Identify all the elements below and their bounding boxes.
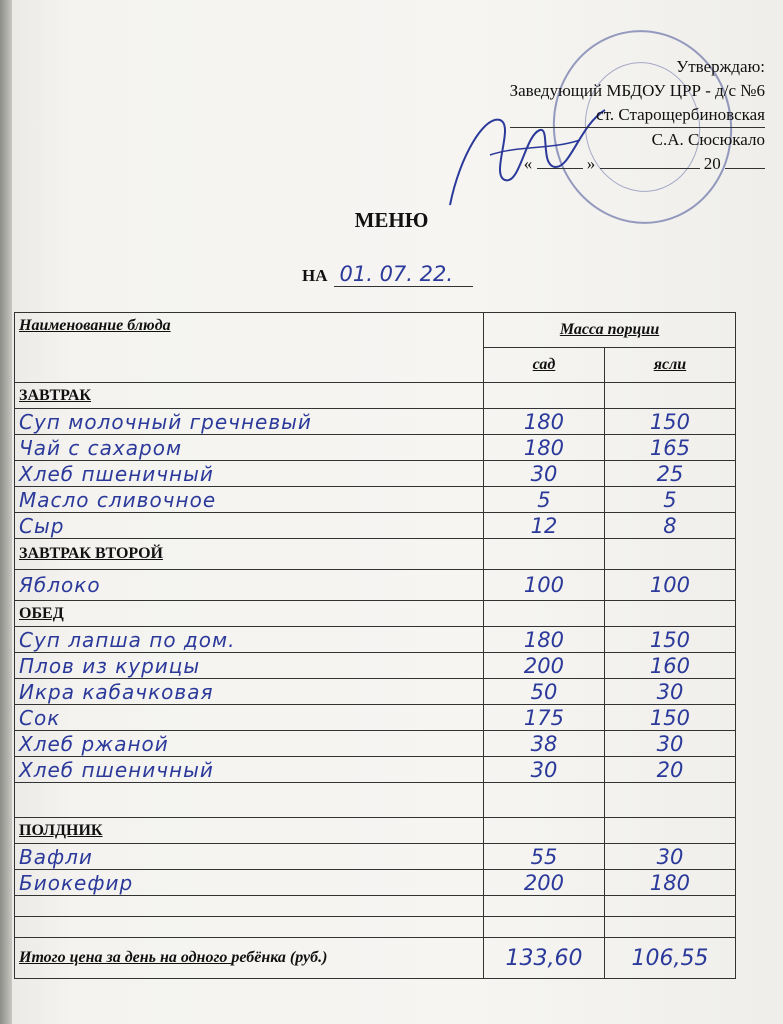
portion-sad: 180	[484, 435, 605, 461]
section-row	[15, 383, 736, 409]
column-header-mass: Масса порции	[559, 321, 660, 338]
dish-name: Масло сливочное	[15, 487, 484, 513]
menu-date	[302, 262, 473, 286]
portion-yasli: 165	[604, 435, 735, 461]
portion-yasli: 30	[604, 731, 735, 757]
menu-item-row	[15, 653, 736, 679]
approval-signer: С.А. Сюсюкало	[510, 127, 765, 152]
portion-sad: 180	[484, 627, 605, 653]
portion-yasli: 150	[604, 705, 735, 731]
column-header-name: Наименование блюда	[19, 317, 171, 334]
portion-sad: 30	[484, 757, 605, 783]
portion-yasli: 30	[604, 844, 735, 870]
section-title: ПОЛДНИК	[15, 818, 484, 844]
total-yasli: 106,55	[604, 938, 735, 979]
section-row	[15, 818, 736, 844]
menu-item-row	[15, 870, 736, 896]
table-header-row	[15, 313, 736, 348]
portion-sad: 200	[484, 870, 605, 896]
approval-block	[510, 55, 765, 176]
menu-item-row	[15, 435, 736, 461]
section-row	[15, 539, 736, 570]
menu-item-row	[15, 757, 736, 783]
empty-cell	[604, 539, 735, 570]
empty-cell	[484, 783, 605, 818]
total-label-underlined: Итого цена за день на одного	[19, 949, 232, 966]
empty-cell	[484, 896, 605, 917]
dish-name: Суп лапша по дом.	[15, 627, 484, 653]
approval-date: « » 20	[510, 152, 765, 176]
portion-yasli: 100	[604, 570, 735, 601]
empty-cell	[604, 783, 735, 818]
empty-cell	[15, 896, 484, 917]
empty-cell	[604, 601, 735, 627]
portion-yasli: 150	[604, 409, 735, 435]
dish-name: Икра кабачковая	[15, 679, 484, 705]
empty-cell	[484, 917, 605, 938]
menu-item-row	[15, 705, 736, 731]
empty-cell	[484, 539, 605, 570]
menu-table	[14, 312, 736, 979]
dish-name: Плов из курицы	[15, 653, 484, 679]
total-row	[15, 938, 736, 979]
dish-name: Яблоко	[15, 570, 484, 601]
section-title: ЗАВТРАК ВТОРОЙ	[15, 539, 484, 570]
approval-heading: Утверждаю:	[676, 57, 765, 76]
empty-cell	[604, 917, 735, 938]
dish-name: Вафли	[15, 844, 484, 870]
menu-item-row	[15, 679, 736, 705]
menu-item-row	[15, 513, 736, 539]
portion-yasli: 180	[604, 870, 735, 896]
section-title: ОБЕД	[15, 601, 484, 627]
total-sad: 133,60	[484, 938, 605, 979]
portion-yasli: 30	[604, 679, 735, 705]
portion-sad: 100	[484, 570, 605, 601]
total-label	[15, 938, 484, 979]
portion-yasli: 5	[604, 487, 735, 513]
empty-row	[15, 896, 736, 917]
portion-yasli: 8	[604, 513, 735, 539]
portion-sad: 50	[484, 679, 605, 705]
dish-name: Хлеб ржаной	[15, 731, 484, 757]
empty-cell	[604, 896, 735, 917]
approval-position: Заведующий МБДОУ ЦРР - д/с №6	[509, 81, 765, 100]
empty-cell	[15, 783, 484, 818]
section-title: ЗАВТРАК	[15, 383, 484, 409]
section-row	[15, 601, 736, 627]
menu-item-row	[15, 844, 736, 870]
dish-name: Чай с сахаром	[15, 435, 484, 461]
menu-item-row	[15, 627, 736, 653]
menu-item-row	[15, 461, 736, 487]
empty-cell	[484, 383, 605, 409]
empty-cell	[484, 601, 605, 627]
portion-sad: 55	[484, 844, 605, 870]
empty-cell	[604, 818, 735, 844]
menu-item-row	[15, 487, 736, 513]
approval-location: ст. Старощербиновская	[596, 105, 765, 124]
menu-item-row	[15, 409, 736, 435]
date-value: 01. 07. 22.	[334, 262, 474, 287]
dish-name: Хлеб пшеничный	[15, 461, 484, 487]
empty-row	[15, 783, 736, 818]
portion-yasli: 20	[604, 757, 735, 783]
dish-name: Хлеб пшеничный	[15, 757, 484, 783]
column-header-sad: сад	[532, 356, 556, 373]
portion-sad: 12	[484, 513, 605, 539]
empty-cell	[484, 818, 605, 844]
portion-sad: 180	[484, 409, 605, 435]
menu-table-body	[15, 313, 736, 979]
page-title: МЕНЮ	[354, 208, 429, 232]
portion-sad: 30	[484, 461, 605, 487]
portion-sad: 38	[484, 731, 605, 757]
portion-sad: 200	[484, 653, 605, 679]
portion-yasli: 160	[604, 653, 735, 679]
dish-name: Сыр	[15, 513, 484, 539]
portion-yasli: 150	[604, 627, 735, 653]
dish-name: Суп молочный гречневый	[15, 409, 484, 435]
menu-item-row	[15, 731, 736, 757]
menu-item-row	[15, 570, 736, 601]
portion-sad: 5	[484, 487, 605, 513]
dish-name: Сок	[15, 705, 484, 731]
portion-sad: 175	[484, 705, 605, 731]
empty-row	[15, 917, 736, 938]
empty-cell	[604, 383, 735, 409]
date-prefix: НА	[302, 266, 328, 285]
portion-yasli: 25	[604, 461, 735, 487]
dish-name: Биокефир	[15, 870, 484, 896]
total-label-rest: ребёнка (руб.)	[231, 949, 328, 966]
page-edge	[0, 0, 12, 1024]
column-header-yasli: ясли	[653, 356, 687, 373]
empty-cell	[15, 917, 484, 938]
